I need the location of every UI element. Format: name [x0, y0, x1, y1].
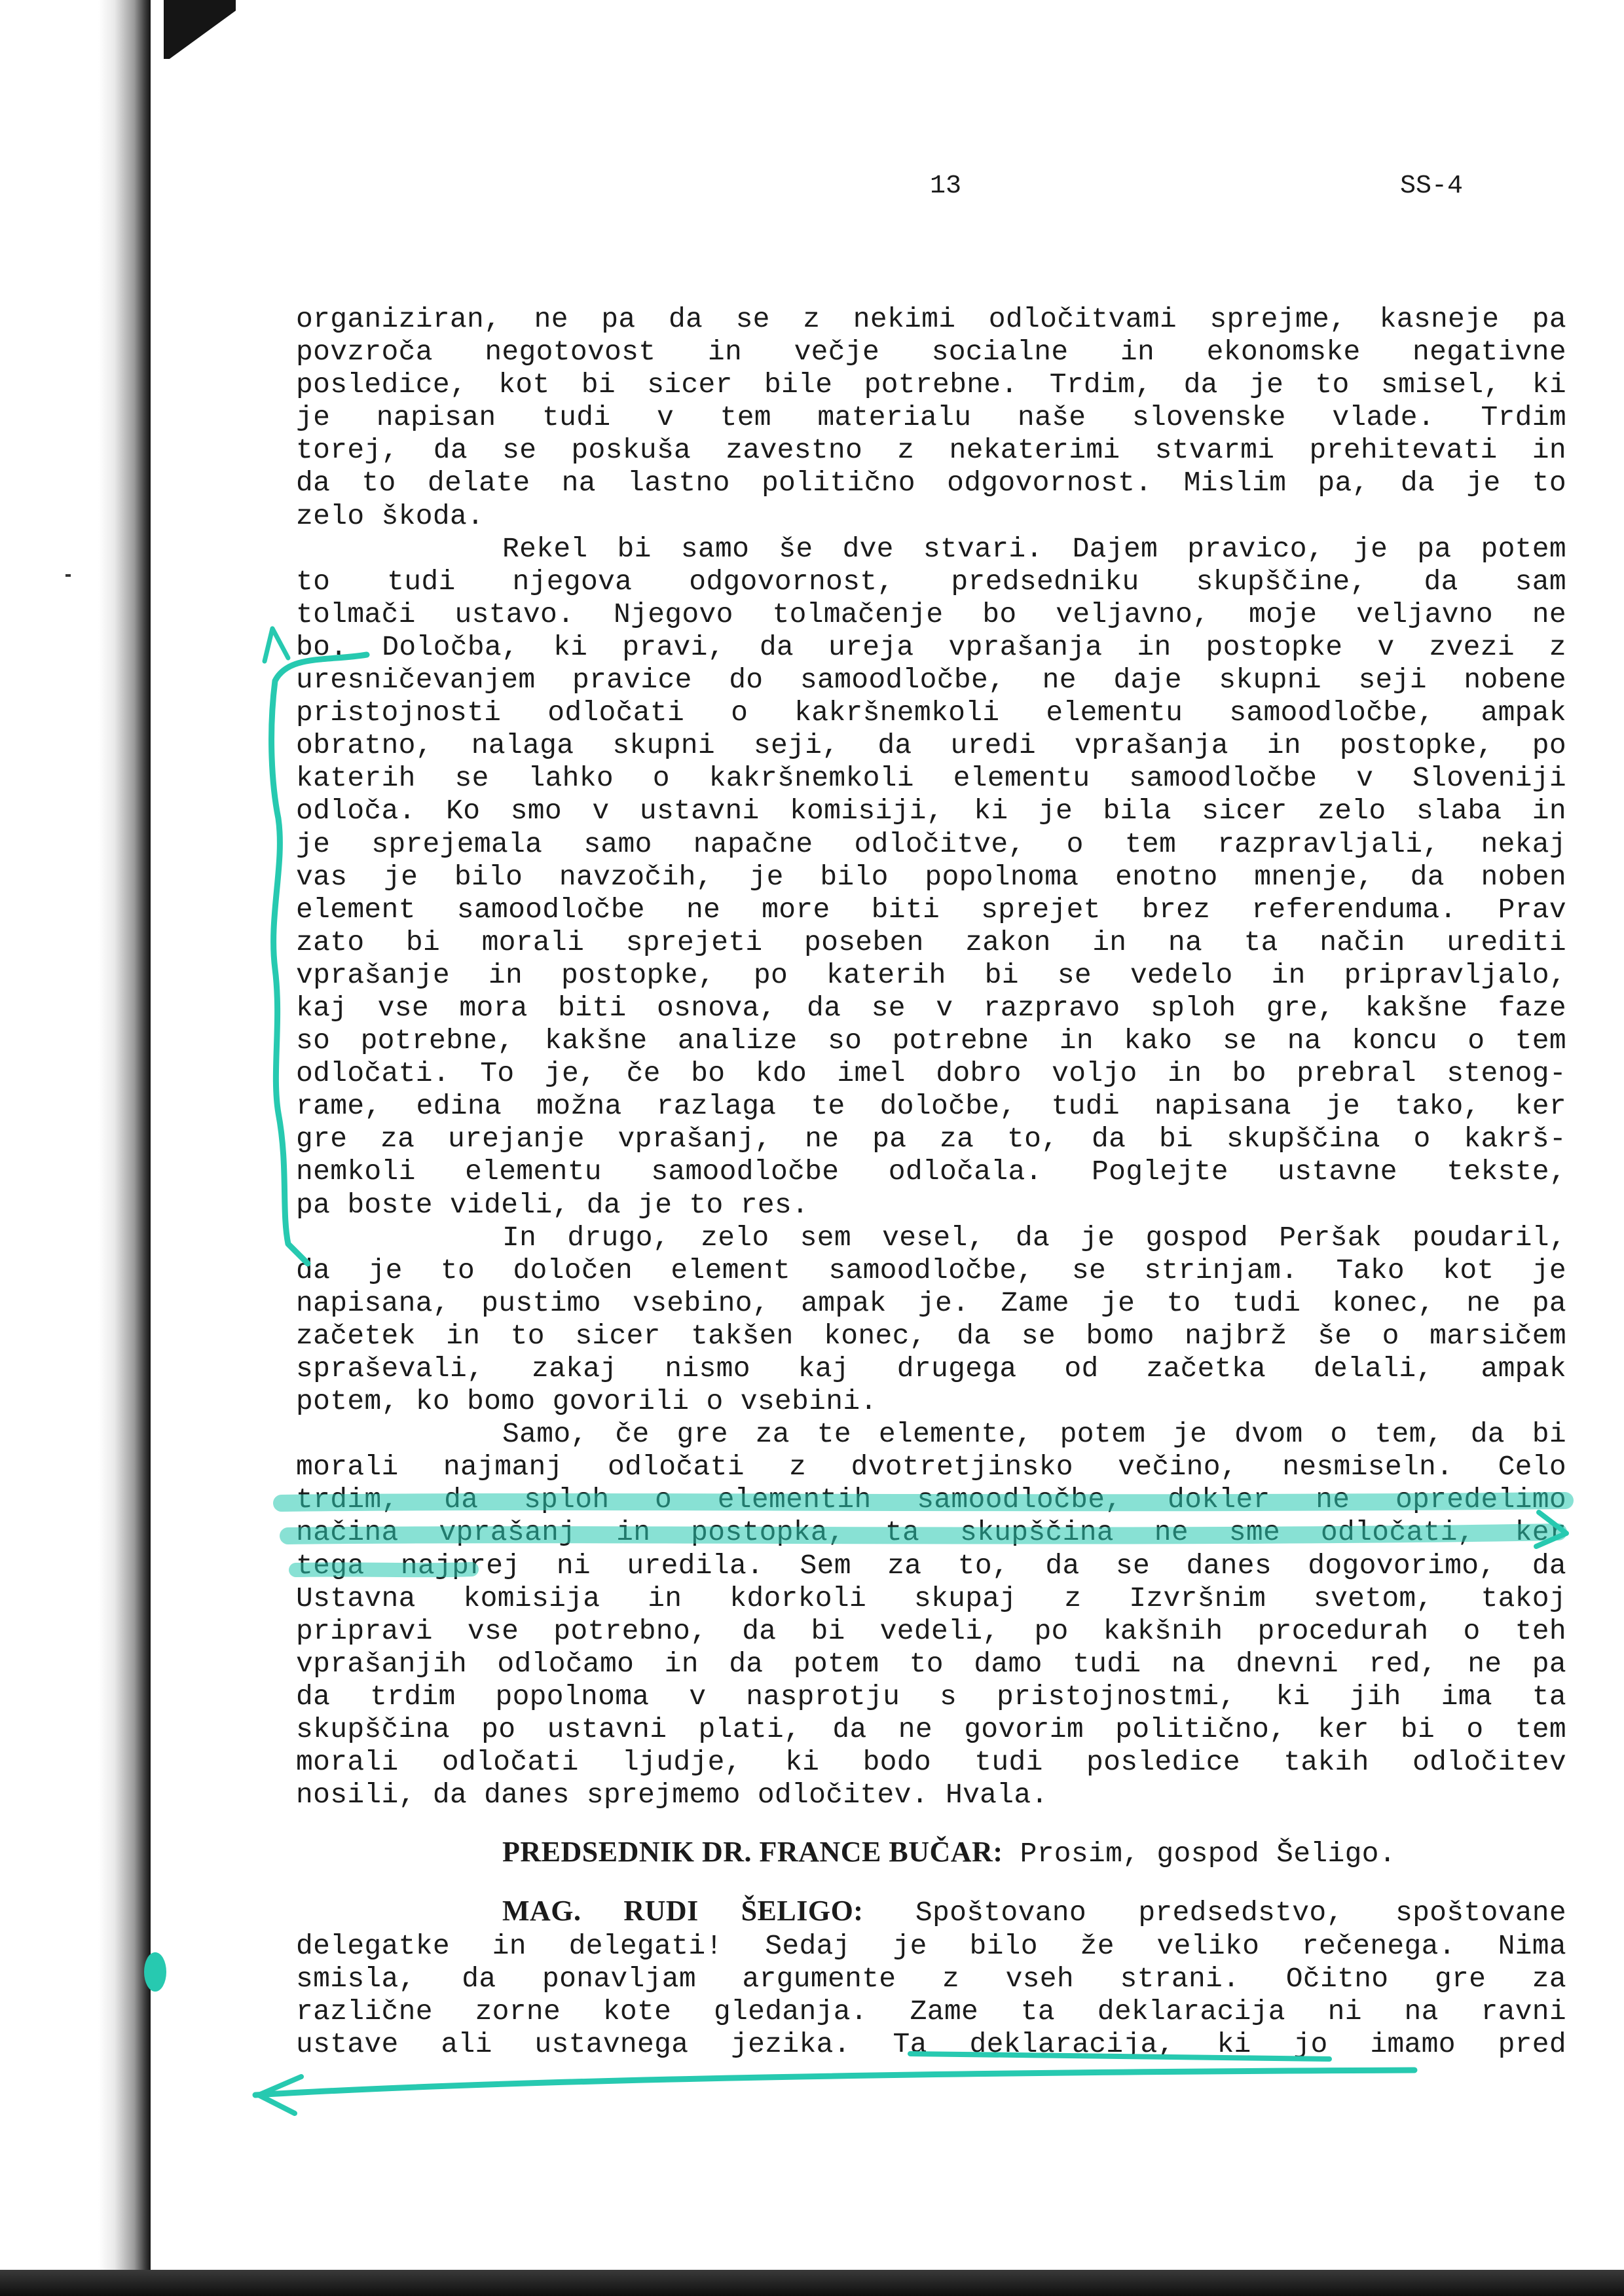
paragraph: Rekel bi samo še dve stvari. Dajem pravico, je pa potem [502, 532, 1566, 565]
paragraph-end-line: pa boste videli, da je to res. [296, 1188, 809, 1221]
paragraph-end-line: potem, ko bomo govorili o vsebini. [296, 1385, 877, 1418]
scan-bottom-edge [0, 2270, 1624, 2296]
page-number: 13 [930, 172, 962, 201]
paragraph: organiziran, ne pa da se z nekimi odločitvami sprejme, kasneje pa povzroča negotovost in večje socialne in ekonomske negativne posledice, kot bi sicer bile potrebne. Trdim, da je to smisel, ki je napisan tudi v tem materialu naše slovenske vlade. Trdim torej, da se poskuša zavestno z nekaterimi stvarmi prehitevati in da to delate na lastno politično odgovornost. Mislim pa, da je to [296, 303, 1566, 500]
chair-remark: PREDSEDNIK DR. FRANCE BUČAR: Prosim, gospod Šeligo. [502, 1836, 1396, 1870]
speech-start: MAG. RUDI ŠELIGO: Spoštovano predsedstvo, spoštovane [502, 1895, 1567, 1929]
paragraph: In drugo, zelo sem vesel, da je gospod Peršak poudaril, [502, 1221, 1566, 1254]
paragraph-body: da je to določen element samoodločbe, se strinjam. Tako kot je napisana, pustimo vsebino, ampak je. Zame je to tudi konec, ne pa začetek in to sicer takšen konec, da se bomo najbrž še o marsičem spraševali, zakaj nismo kaj drugega od začetka delali, ampak [296, 1254, 1566, 1385]
document-code: SS-4 [1400, 172, 1464, 201]
paragraph-body: to tudi njegova odgovornost, predsedniku skupščine, da sam tolmači ustavo. Njegovo tolmačenje bo veljavno, moje veljavno ne bo. Določba, ki pravi, da ureja vprašanja in postopke v zvezi z uresničevanjem pravice do samoodločbe, ne daje skupni seji nobene pristojnosti odločati o kakršnemkoli elementu samoodločbe, ampak obratno, nalaga skupni seji, da uredi vprašanja in postopke, po katerih se lahko o kakršnemkoli elementu samoodločbe v Sloveniji odloča. Ko smo v ustavni komisiji, ki je bila sicer zelo slaba in je sprejemala samo napačne odločitve, o tem razpravljali, nekaj vas je bilo navzočih, je bilo popolnoma enotno mnenje, da noben element samoodločbe ne more biti sprejet brez referenduma. Prav zato bi morali sprejeti poseben zakon in na ta način urediti vprašanje in postopke, po katerih bi se vedelo in pripravljalo, kaj vse mora biti osnova, da se v razpravo sploh gre, kakšne faze so potrebne, kakšne analize so potrebne in kako se na koncu o tem odločati. To je, če bo kdo imel dobro voljo in bo prebral stenog- rame, edina možna razlaga te določbe, tudi napisana je tako, ker gre za urejanje vprašanj, ne pa za to, da bi skupščina o kakrš- nemkoli elementu samoodločbe odločala. Poglejte ustavne tekste, [296, 565, 1566, 1188]
document-body [296, 303, 1566, 2061]
scan-corner-shadow [164, 0, 236, 59]
speaker-name: MAG. RUDI ŠELIGO: [502, 1895, 864, 1927]
highlight-arrow-up [265, 629, 288, 661]
paragraph-end-line: nosili, da danes sprejmemo odločitev. Hvala. [296, 1779, 1048, 1812]
scan-speck [65, 574, 71, 577]
highlight-long-underline [255, 2070, 1414, 2095]
scan-binding-shadow [0, 0, 151, 2296]
paragraph: Samo, če gre za te elemente, potem je dvom o tem, da bi [502, 1418, 1566, 1451]
paragraph-body: delegatke in delegati! Sedaj je bilo že veliko rečenega. Nima smisla, da ponavljam argumente z vseh strani. Očitno gre za različne zorne kote gledanja. Zame ta deklaracija ni na ravni ustave ali ustavnega jezika. Ta deklaracija, ki jo imamo pred [296, 1929, 1566, 2060]
paragraph-end-line: zelo škoda. [296, 500, 485, 532]
paragraph-body: morali najmanj odločati z dvotretjinsko večino, nesmiseln. Celo trdim, da sploh o elementih samoodločbe, dokler ne opredelimo načina vprašanj in postopka, ta skupščina ne sme odločati, ker tega najprej ni uredila. Sem za to, da se danes dogovorimo, da Ustavna komisija in kdorkoli skupaj z Izvršnim svetom, takoj pripravi vse potrebno, da bi vedeli, po kakšnih procedurah o teh vprašanjih odločamo in da potem to damo tudi na dnevni red, ne pa da trdim popolnoma v nasprotju s pristojnostmi, ki jih ima ta skupščina po ustavni plati, da ne govorim politično, ker bi o tem morali odločati ljudje, ki bodo tudi posledice takih odločitev [296, 1451, 1566, 1779]
speaker-name: PREDSEDNIK DR. FRANCE BUČAR: [502, 1836, 1003, 1868]
highlight-arrow-left [259, 2077, 301, 2113]
